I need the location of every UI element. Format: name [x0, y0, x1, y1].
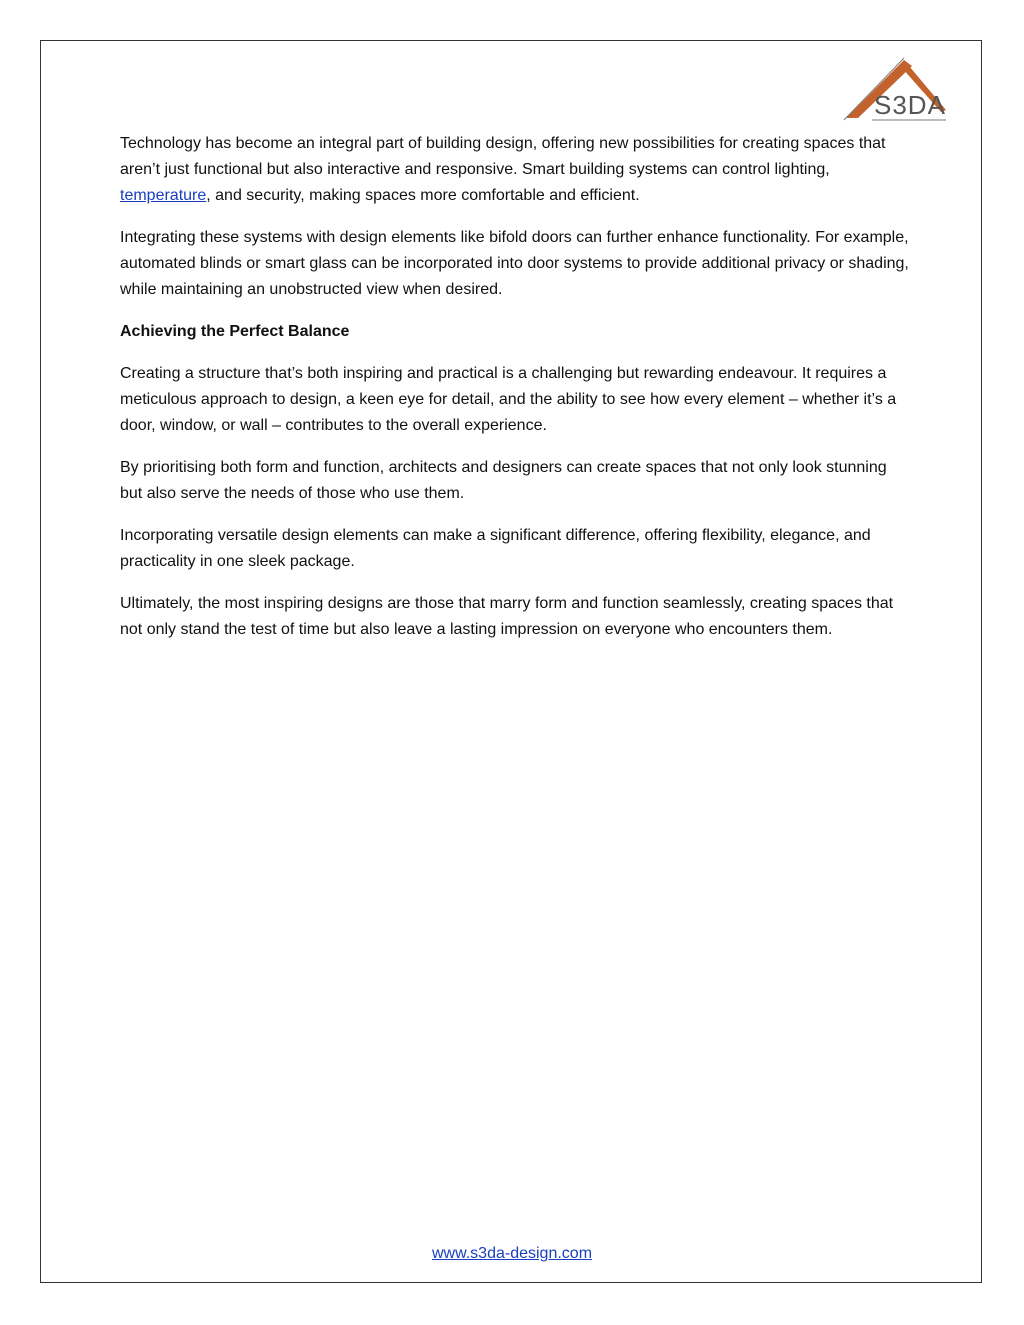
paragraph-incorporating: Incorporating versatile design elements can make a significant difference, offering flexibility, elegance, and practicality in one sleek package. [120, 527, 871, 570]
paragraph-integrating: Integrating these systems with design elements like bifold doors can further enhance functionality. For example, automated blinds or smart glass can be incorporated into door systems to provide additional privacy or shading, while maintaining an unobstructed view when desired. [120, 229, 909, 298]
paragraph-technology: Technology has become an integral part of building design, offering new possibilities for creating spaces that aren’t just functional but also interactive and responsive. Smart building systems can control lighting, temperature, and security, making spaces more comfortable and efficient. [120, 135, 886, 204]
website-link[interactable]: www.s3da-design.com [431, 1245, 593, 1262]
paragraph-creating: Creating a structure that’s both inspiring and practical is a challenging but rewarding endeavour. It requires a meticulous approach to design, a keen eye for detail, and the ability to see how every element – whether it’s a door, window, or wall – contributes to the overall experience. [120, 365, 897, 434]
article-body [120, 131, 910, 659]
paragraph-prioritising: By prioritising both form and function, architects and designers can create spaces that not only look stunning but also serve the needs of those who use them. [120, 459, 887, 502]
paragraph-ultimately: Ultimately, the most inspiring designs are those that marry form and function seamlessly, creating spaces that not only stand the test of time but also leave a lasting impression on everyone who encounters them. [120, 595, 894, 638]
section-heading: Achieving the Perfect Balance [120, 323, 350, 340]
logo-text: S3DA [874, 90, 946, 120]
temperature-link[interactable]: temperature [120, 187, 207, 204]
footer [0, 1243, 1024, 1265]
s3da-logo [842, 56, 950, 126]
